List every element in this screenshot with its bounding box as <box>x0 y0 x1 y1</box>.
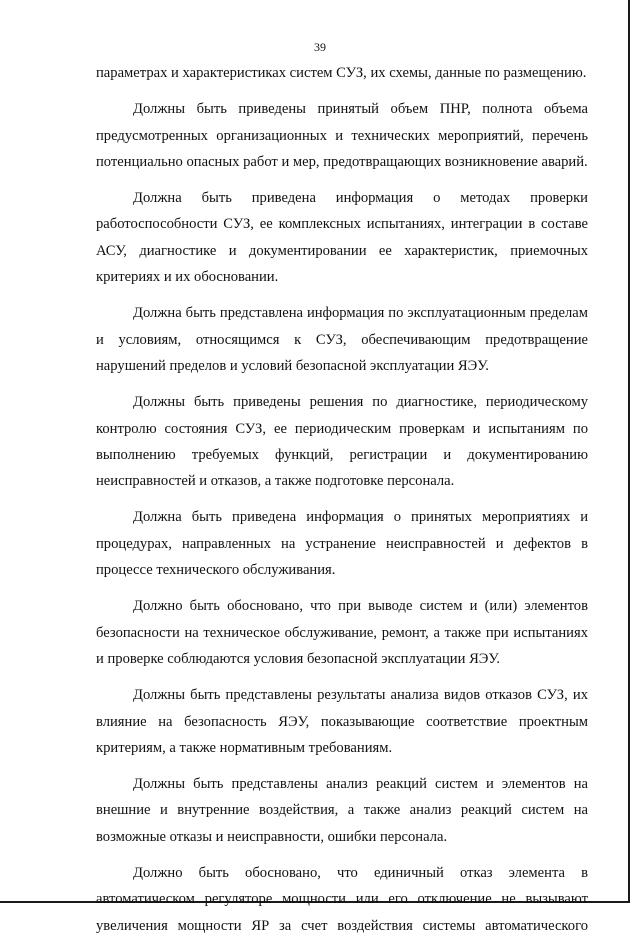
document-body <box>96 60 588 939</box>
paragraph-diagnostics: Должны быть приведены решения по диагностике, периодическому контролю состояния СУЗ, ее периодическим проверкам и испытаниям по выполнению требуемых функций, регистрации и документированию неисправностей и отказов, а также подготовке персонала. <box>96 394 588 490</box>
paragraph-continuation: параметрах и характеристиках систем СУЗ, их схемы, данные по размещению. <box>96 65 587 81</box>
paragraph-operational-limits: Должна быть представлена информация по эксплуатационным пределам и условиям, относящимся к СУЗ, обеспечивающим предотвращение нарушений пределов и условий безопасной эксплуатации ЯЭУ. <box>96 305 588 374</box>
paragraph-safety-conditions: Должно быть обосновано, что при выводе систем и (или) элементов безопасности на техническое обслуживание, ремонт, а также при испытаниях и проверке соблюдаются условия безопасной эксплуатации ЯЭУ. <box>96 598 588 667</box>
paragraph-pnr-scope: Должны быть приведены принятый объем ПНР, полнота объема предусмотренных организационных и технических мероприятий, перечень потенциально опасных работ и мер, предотвращающих возникновение аварий. <box>96 101 588 170</box>
paragraph-verification-methods: Должна быть приведена информация о методах проверки работоспособности СУЗ, ее комплексных испытаниях, интеграции в составе АСУ, диагностике и документировании ее характеристик, приемочных критериях и их обосновании. <box>96 190 588 286</box>
paragraph-single-failure: Должно быть обосновано, что единичный отказ элемента в автоматическом регуляторе мощности или его отключение не вызывают увеличения мощности ЯР за счет воздействия системы автоматического <box>96 865 588 934</box>
page-number: 39 <box>314 40 326 54</box>
paragraph-maintenance-measures: Должна быть приведена информация о принятых мероприятиях и процедурах, направленных на устранение неисправностей и дефектов в процессе технического обслуживания. <box>96 509 588 579</box>
paragraph-reaction-analysis: Должны быть представлены анализ реакций систем и элементов на внешние и внутренние воздействия, а также анализ реакций систем на возможные отказы и неисправности, ошибки персонала. <box>96 776 588 845</box>
paragraph-failure-analysis: Должны быть представлены результаты анализа видов отказов СУЗ, их влияние на безопасность ЯЭУ, показывающие соответствие проектным критериям, а также нормативным требованиям. <box>96 687 588 756</box>
